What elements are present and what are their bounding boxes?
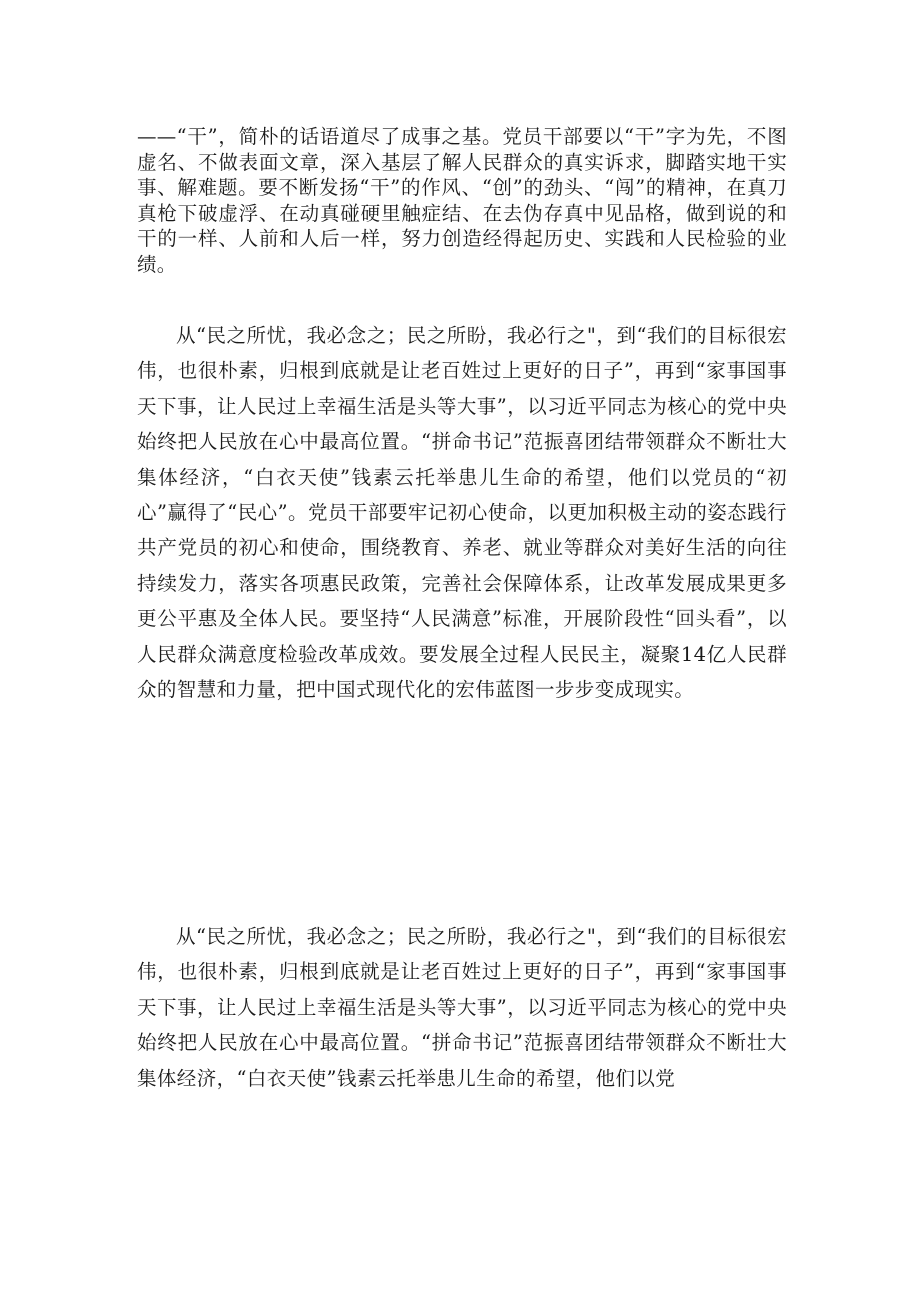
paragraph-2: 从“民之所忧，我必念之；民之所盼，我必行之"，到“我们的目标很宏伟，也很朴素，归根到底就是让老百姓过上更好的日子”，再到“家事国事天下事，让人民过上幸福生活是头等大事”，以习近平同志为核心的党中央始终把人民放在心中最高位置。“拼命书记”范振喜团结带领群众不断壮大集体经济，“白衣天使”钱素云托举患儿生命的希望，他们以党员的“初心”赢得了“民心”。党员干部要牢记初心使命，以更加积极主动的姿态践行共产党员的初心和使命，围绕教育、养老、就业等群众对美好生活的向往持续发力，落实各项惠民政策，完善社会保障体系，让改革发展成果更多更公平惠及全体人民。要坚持“人民满意”标准，开展阶段性“回头看”，以人民群众满意度检验改革成效。要发展全过程人民民主，凝聚14亿人民群众的智慧和力量，把中国式现代化的宏伟蓝图一步步变成现实。 [137,324,787,702]
paragraph-1: ——“干”，简朴的话语道尽了成事之基。党员干部要以“干”字为先，不图虚名、不做表面文章，深入基层了解人民群众的真实诉求，脚踏实地干实事、解难题。要不断发扬“干”的作风、“创”的劲头、“闯”的精神，在真刀真枪下破虚浮、在动真碰硬里触症结、在去伪存真中见品格，做到说的和干的一样、人前和人后一样，努力创造经得起历史、实践和人民检验的业绩。 [137,125,787,276]
paragraph-3: 从“民之所忧，我必念之；民之所盼，我必行之"，到“我们的目标很宏伟，也很朴素，归根到底就是让老百姓过上更好的日子”，再到“家事国事天下事，让人民过上幸福生活是头等大事”，以习近平同志为核心的党中央始终把人民放在心中最高位置。“拼命书记”范振喜团结带领群众不断壮大集体经济，“白衣天使”钱素云托举患儿生命的希望，他们以党 [137,925,787,1090]
